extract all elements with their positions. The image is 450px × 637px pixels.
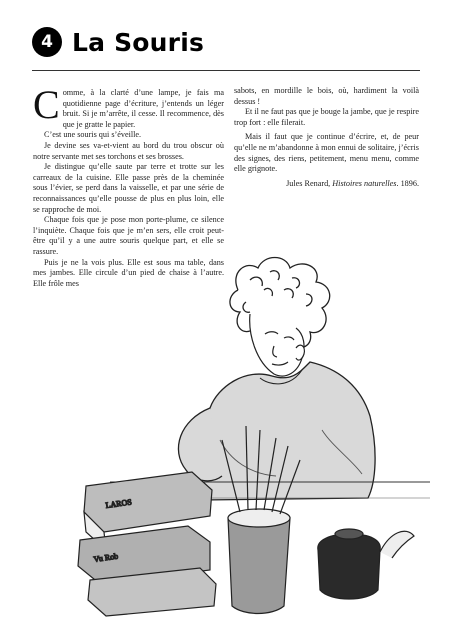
chapter-title: La Souris — [72, 27, 205, 57]
book-spine-label-2: Vu Rob — [93, 551, 119, 564]
ink-bottle — [318, 529, 414, 599]
chapter-number-badge: 4 — [32, 27, 62, 57]
source-title: Histoires naturelles — [332, 178, 397, 188]
paragraph: Chaque fois que je pose mon porte-plume, ce silence l’inquiète. Chaque fois que je m’en sers, elle croit peut-être qu’il y a une autre souris quelque part, et elle se rassure. — [33, 215, 224, 256]
opening-paragraph-text: omme, à la clarté d’une lampe, je fais ma quotidienne page d’écriture, j’entends un léger bruit. Si je m’arrête, il cesse. Il recommence, dès que je gratte le papier. — [62, 88, 224, 129]
writer-at-desk-illustration — [60, 250, 430, 620]
header-divider — [32, 70, 420, 71]
attribution — [234, 179, 419, 190]
book-stack — [78, 472, 216, 616]
face — [250, 314, 305, 376]
drop-cap: C — [33, 82, 60, 127]
text-column-right — [234, 86, 419, 189]
paragraph: Je distingue qu’elle saute par terre et trotte sur les carreaux de la cuisine. Elle passe près de la cheminée sous l’évier, se perd dans la vaisselle, et par une série de reconnaissances qu’elle pousse de plus en plus loin, elle se rapproche de moi. — [33, 162, 224, 214]
paragraph: sabots, en mordille le bois, où, hardiment la voilà dessus ! — [234, 86, 419, 106]
book-spine-label-1: LAROS — [105, 497, 133, 510]
paragraph: Et il ne faut pas que je bouge la jambe, que je respire trop fort : elle filerait. — [234, 107, 419, 127]
paragraph: C’est une souris qui s’éveille. — [44, 130, 142, 140]
paragraph: Mais il faut que je continue d’écrire, et, de peur qu’elle ne m’abandonne à mon ennui de solitaire, j’écris des signes, des riens, petitement, menu menu, comme elle grignote. — [234, 132, 419, 174]
opening-paragraph — [33, 82, 224, 130]
author: Jules Renard, — [286, 178, 333, 188]
paragraph: Puis je ne la vois plus. Elle est sous ma table, dans mes jambes. Elle circule d’un pied de chaise à l’autre. Elle frôle mes — [33, 257, 224, 288]
chapter-header — [32, 26, 204, 58]
year: . 1896. — [396, 178, 419, 188]
paragraph: Je devine ses va-et-vient au bord du trou obscur où notre servante met ses torchons et ses brosses. — [33, 140, 224, 161]
